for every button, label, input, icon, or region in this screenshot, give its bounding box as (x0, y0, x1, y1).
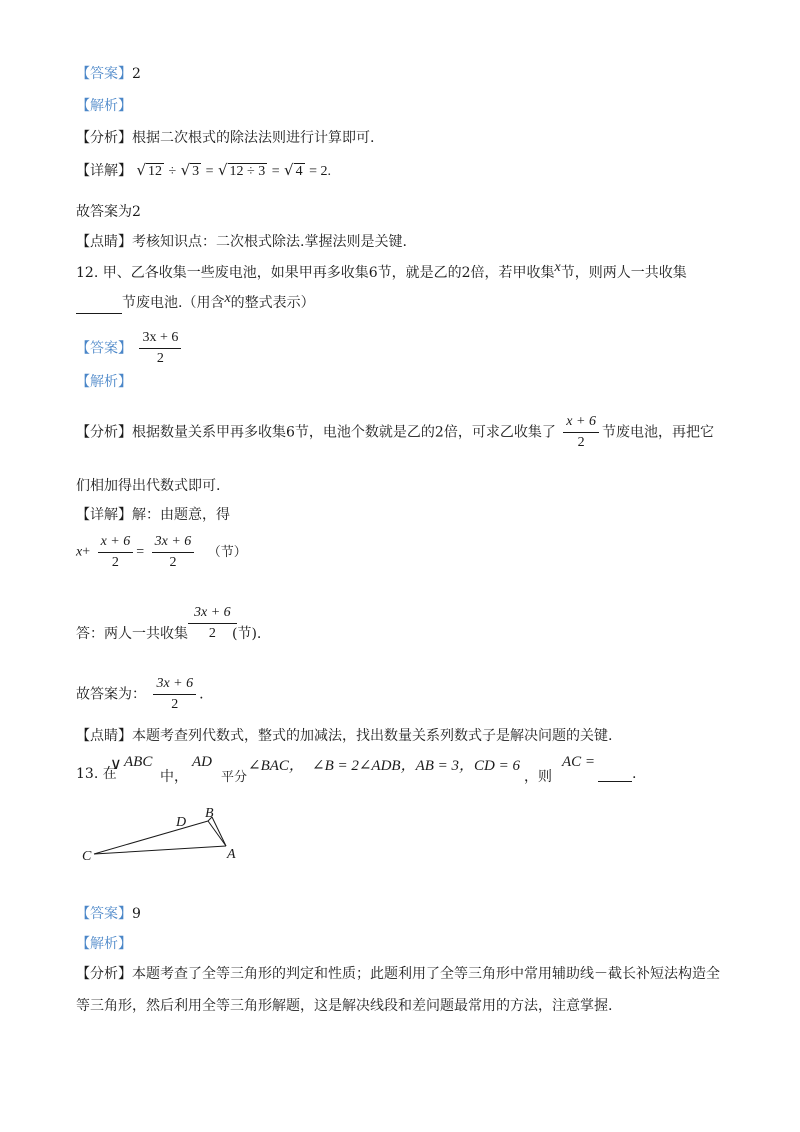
q12-reply-fraction (188, 605, 237, 642)
q11-fenxi-line (76, 128, 374, 148)
q13-abc: ABC (124, 754, 153, 770)
q12-fenxi-fraction (563, 414, 599, 451)
q12-answer-blank (76, 299, 122, 314)
analysis-tag: 【解析】 (76, 98, 132, 114)
eq-plus: + (82, 544, 91, 560)
q13-conditions: ∠B = 2∠ADB，AB = 3，CD = 6 (312, 758, 520, 774)
q13-answer-blank-wrap (598, 766, 636, 782)
sqrt-icon: √ (180, 161, 191, 179)
answer-tag: 【答案】 (76, 66, 132, 82)
q11-point-text: 考核知识点：二次根式除法.掌握法则是关键. (132, 234, 407, 250)
q13-fenxi-line-1 (76, 964, 720, 984)
segment-cd (94, 821, 208, 854)
q11-detail-line (76, 160, 331, 182)
label-b: B (205, 806, 214, 821)
q11-point-line (76, 232, 407, 252)
q11-analysis-heading (76, 96, 132, 116)
q12-analysis-heading (76, 372, 132, 392)
q12-detail-text: 解：由题意，得 (132, 507, 230, 523)
conclusion-denominator: 2 (171, 697, 179, 712)
q12-answer-line (76, 330, 184, 367)
q11-fenxi-text: 根据二次根式的除法法则进行计算即可. (132, 130, 375, 146)
sqrt-icon: √ (136, 161, 147, 179)
point-tag: 【点睛】 (76, 728, 132, 744)
triangle-icon: ∨ (110, 754, 122, 773)
fenxi-tag: 【分析】 (76, 966, 132, 982)
segment-da (208, 821, 226, 846)
q12-fenxi-line-2: 们相加得出代数式即可. (76, 478, 221, 494)
q12-fenxi-text: 根据数量关系甲再多收集6节，电池个数就是乙的2倍，可求乙收集了 (132, 424, 556, 441)
q12-fenxi-numerator: x + 6 (563, 414, 599, 433)
q13-fenxi-line-2: 等三角形，然后利用全等三角形解题，这是解决线段和差问题最常用的方法，注意掌握. (76, 998, 613, 1014)
q13-analysis-heading (76, 934, 132, 954)
conclusion-text: 故答案为： (76, 686, 146, 703)
q13-pingfen: 平分 (221, 770, 248, 785)
q12-fenxi-line (76, 414, 714, 451)
q13-answer-value: 9 (132, 906, 141, 922)
q13-answer-line (76, 904, 141, 924)
sqrt-icon: √ (284, 161, 294, 179)
conclusion-end: . (199, 686, 204, 703)
q12-fenxi-denominator: 2 (577, 435, 585, 450)
q12-reply-line (76, 624, 188, 644)
fenxi-tag: 【分析】 (76, 424, 132, 441)
q13-num: 13. 在 (76, 766, 117, 782)
q13-ad: AD (192, 754, 212, 770)
q11-radicand-3: 12 ÷ 3 (229, 164, 266, 179)
label-c: C (82, 849, 92, 864)
eq-x: x (76, 544, 83, 560)
q11-eq-3: = 2. (309, 164, 331, 179)
q12-point-text: 本题考查列代数式，整式的加减法，找出数量关系列数式子是解决问题的关键. (132, 728, 613, 744)
q12-fenxi-text-end: 节废电池，再把它 (601, 424, 714, 441)
q12-conclusion-line (76, 676, 204, 713)
sqrt-icon: √ (217, 161, 228, 179)
q11-radicand-4: 4 (295, 164, 303, 179)
reply-fraction (188, 605, 237, 642)
detail-tag: 【详解】 (76, 507, 132, 523)
eq-denominator-1: 2 (111, 555, 119, 570)
q11-div: ÷ (168, 164, 177, 179)
segment-ba (212, 817, 226, 846)
answer-tag: 【答案】 (76, 906, 132, 922)
q12-var-x-2: x (224, 291, 231, 306)
conclusion-numerator: 3x + 6 (153, 676, 196, 695)
q12-answer-fraction (139, 330, 181, 367)
reply-unit: (节). (232, 626, 262, 642)
analysis-tag: 【解析】 (76, 374, 132, 390)
reply-numerator: 3x + 6 (188, 605, 237, 624)
eq-denominator-2: 2 (169, 555, 177, 570)
q12-stem-text: 12. 甲、乙各收集一些废电池，如果甲再多收集6节，就是乙的2倍，若甲收集 (76, 265, 555, 281)
q12-stem-text-end: 节，则两人一共收集 (560, 265, 687, 281)
q11-eq-1: = (205, 164, 214, 179)
q12-stem-line2-end: 的整式表示） (230, 295, 315, 311)
triangle-figure (80, 800, 260, 870)
q13-fenxi-text-1: 本题考查了全等三角形的判定和性质；此题利用了全等三角形中常用辅助线－截长补短法构造全 (132, 966, 720, 982)
eq-numerator-2: 3x + 6 (152, 534, 195, 553)
answer-tag: 【答案】 (76, 340, 132, 357)
q13-comma-ze: ，则 (524, 769, 552, 785)
q13-zhong: 中， (160, 769, 188, 785)
point-tag: 【点睛】 (76, 234, 132, 250)
detail-tag: 【详解】 (76, 163, 132, 179)
q12-var-x: x (554, 260, 561, 275)
q11-conclusion: 故答案为2 (76, 204, 141, 220)
eq-fraction-1 (98, 534, 134, 571)
eq-equals: = (136, 544, 145, 560)
q12-stem-line-1 (76, 260, 687, 284)
q13-ac: AC = (562, 754, 596, 770)
reply-text: 答：两人一共收集 (76, 626, 188, 642)
q12-detail-line (76, 505, 230, 525)
q12-answer-numerator: 3x + 6 (139, 330, 181, 349)
q11-radicand-1: 12 (148, 164, 163, 179)
label-a: A (227, 847, 236, 862)
q11-eq-2: = (271, 164, 280, 179)
reply-denominator: 2 (208, 626, 216, 641)
label-d: D (176, 815, 187, 830)
fenxi-tag: 【分析】 (76, 130, 132, 146)
q12-stem-line-2 (76, 293, 315, 314)
q11-answer-line (76, 64, 141, 84)
q13-dot: . (632, 766, 637, 782)
conclusion-fraction (153, 676, 196, 713)
q12-answer-denominator: 2 (156, 351, 164, 366)
q13-angle-bac: ∠BAC， (248, 758, 304, 774)
segment-ca (94, 846, 226, 854)
analysis-tag: 【解析】 (76, 936, 132, 952)
q12-stem-line2-pre: 节废电池.（用含 (122, 295, 225, 311)
q11-radicand-2: 3 (192, 164, 200, 179)
eq-fraction-2 (152, 534, 195, 571)
q12-equation (76, 534, 247, 571)
q12-point-line (76, 726, 612, 746)
eq-numerator-1: x + 6 (98, 534, 134, 553)
q11-answer-value: 2 (132, 66, 141, 82)
eq-unit: （节） (207, 544, 247, 560)
q13-answer-blank (598, 767, 632, 782)
